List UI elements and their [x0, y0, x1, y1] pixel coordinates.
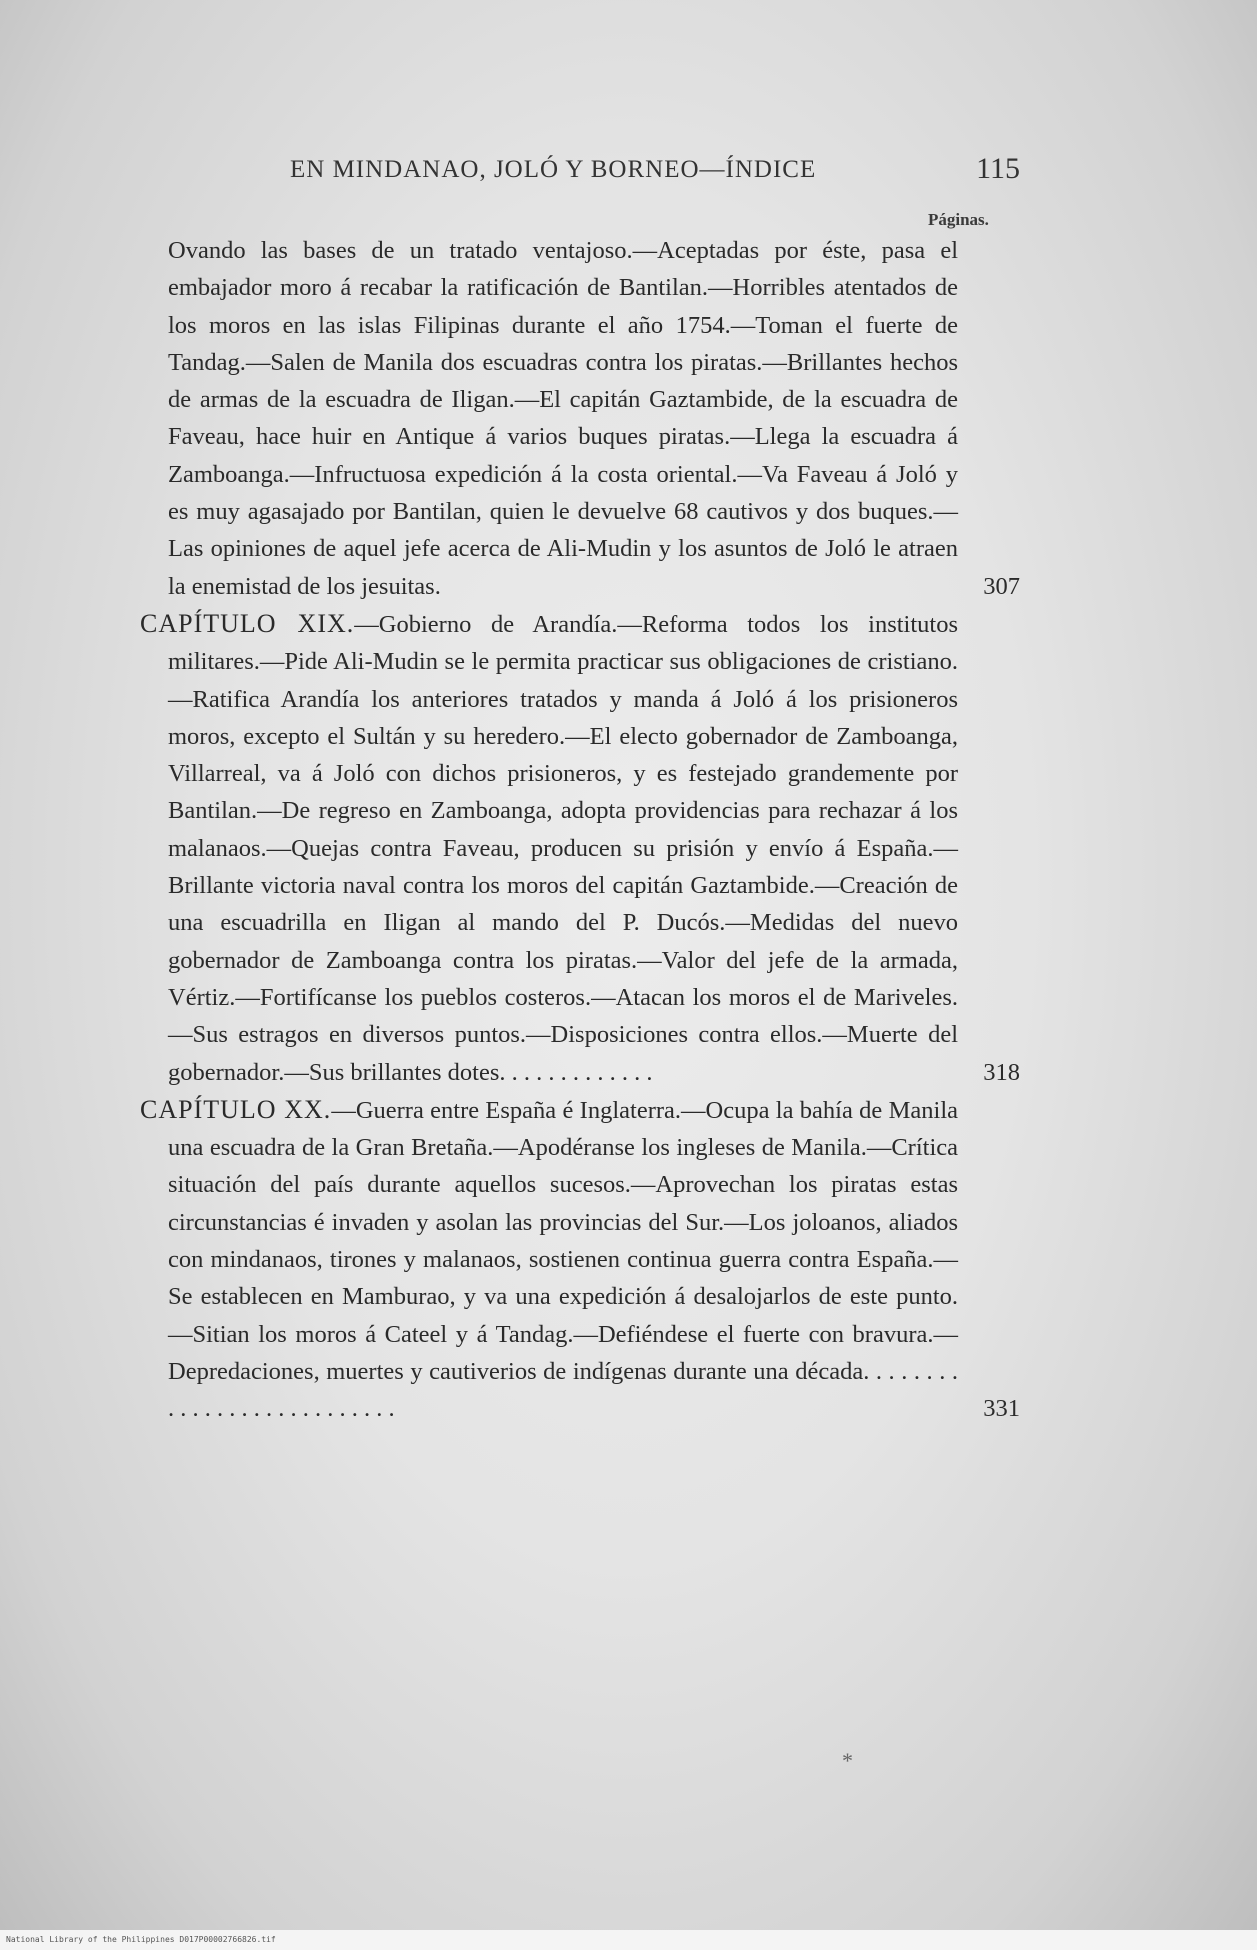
entry-text: [140, 1091, 959, 1428]
running-head: [290, 152, 1020, 192]
page-number: 115: [976, 152, 1020, 185]
paginas-column-label: Páginas.: [928, 210, 989, 229]
running-head-title: EN MINDANAO, JOLÓ Y BORNEO—ÍNDICE: [290, 156, 817, 183]
end-ornament: *: [842, 1748, 853, 1773]
entry-body: —Gobierno de Arandía.—Reforma todos los institutos militares.—Pide Ali-Mudin se le permita practicar sus obligaciones de cristiano.—Ratifica Arandía los anteriores tratados y manda á Joló á los prisioneros moros, excepto el Sultán y su heredero.—El electo gobernador de Zamboanga, Villarreal, va á Joló con dichos prisioneros, y es festejado grandemente por Bantilan.—De regreso en Zamboanga, adopta providencias para rechazar á los malanaos.—Quejas contra Faveau, producen su prisión y envío á España.—Brillante victoria naval contra los moros del capitán Gaztambide.—Creación de una escuadrilla en Iligan al mando del P. Ducós.—Medidas del nuevo gobernador de Zamboanga contra los piratas.—Valor del jefe de la armada, Vértiz.—Fortifícanse los pueblos costeros.—Atacan los moros el de Mariveles.—Sus estragos en diversos puntos.—Disposiciones contra ellos.—Muerte del gobernador.—Sus brillantes dotes. . . . . . . . . . . . .: [168, 610, 959, 1086]
entry-page-number: 318: [983, 1058, 1020, 1086]
entry-page-number: 307: [983, 572, 1020, 600]
index-entry-continuation: [140, 232, 1020, 605]
index-entry-chapter-19: [140, 605, 1020, 1091]
entry-body: —Guerra entre España é Inglaterra.—Ocupa la bahía de Manila una escuadra de la Gran Bretaña.—Apodéranse los ingleses de Manila.—Crítica situación del país durante aquellos sucesos.—Aprovechan los piratas estas circunstancias é invaden y asolan las provincias del Sur.—Los joloanos, aliados con mindanaos, tirones y malanaos, sostienen continua guerra contra España.—Se establecen en Mamburao, y va una expedición á desalojarlos de este punto.—Sitian los moros á Cateel y á Tandag.—Defiéndese el fuerte con bravura.—Depredaciones, muertes y cautiverios de indígenas durante una década. . . . . . . . . . . . . . . . . . . . . . . . . . .: [168, 1096, 959, 1423]
entry-page-number: 331: [983, 1395, 1020, 1423]
chapter-heading: CAPÍTULO XX.: [140, 1094, 332, 1124]
entry-text: [140, 605, 959, 1091]
index-entry-chapter-20: [140, 1091, 1020, 1428]
entry-body: Ovando las bases de un tratado ventajoso.—Aceptadas por éste, pasa el embajador moro á recabar la ratificación de Bantilan.—Horribles atentados de los moros en las islas Filipinas durante el año 1754.—Toman el fuerte de Tandag.—Salen de Manila dos escuadras contra los piratas.—Brillantes hechos de armas de la escuadra de Iligan.—El capitán Gaztambide, de la escuadra de Faveau, hace huir en Antique á varios buques piratas.—Llega la escuadra á Zamboanga.—Infructuosa expedición á la costa oriental.—Va Faveau á Joló y es muy agasajado por Bantilan, quien le devuelve 68 cautivos y dos buques.—Las opiniones de aquel jefe acerca de Ali-Mudin y los asuntos de Joló le atraen la enemistad de los jesuitas.: [168, 237, 958, 600]
chapter-heading: CAPÍTULO XIX.: [140, 608, 355, 638]
entry-text: [168, 232, 958, 605]
scan-footer: National Library of the Philippines D017P00002766826.tif: [0, 1930, 1257, 1950]
index-entries: [140, 232, 1020, 1428]
